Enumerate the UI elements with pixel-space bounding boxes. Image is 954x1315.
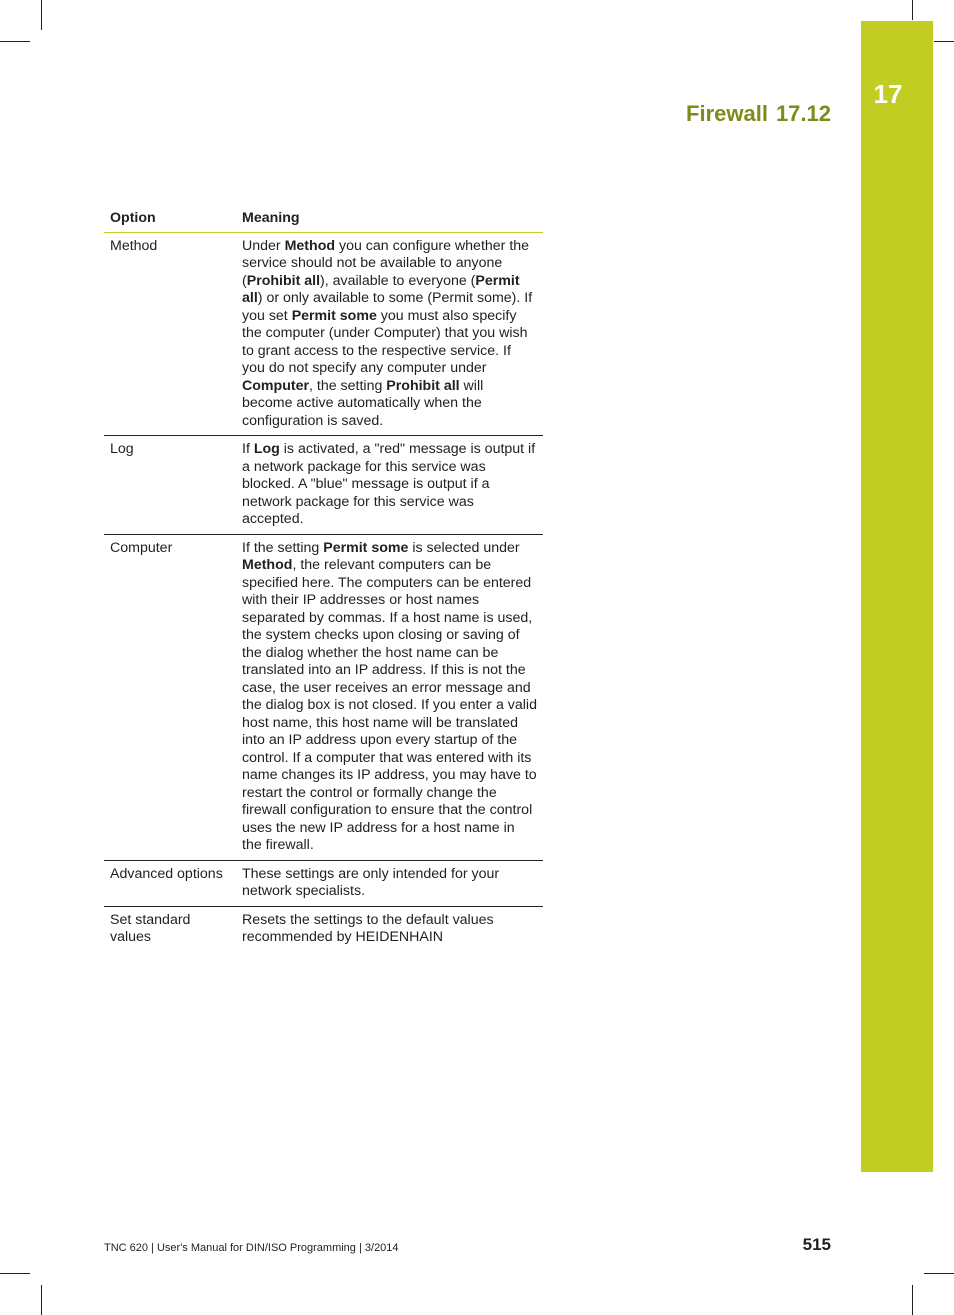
meaning-cell: Resets the settings to the default values recommended by HEIDENHAIN: [242, 911, 494, 945]
meaning-cell: These settings are only intended for your network specialists.: [242, 865, 500, 899]
column-header-option: Option: [104, 207, 236, 232]
crop-mark: [912, 0, 913, 20]
crop-mark: [934, 41, 954, 42]
chapter-number: 17: [873, 79, 903, 109]
bold-term: Permit all: [242, 272, 520, 306]
crop-mark: [0, 41, 30, 42]
page-number: 515: [802, 1235, 831, 1254]
bold-term: Method: [242, 557, 293, 573]
option-cell: Computer: [110, 539, 173, 556]
crop-mark: [41, 0, 42, 30]
option-cell: Set standard values: [110, 911, 191, 945]
options-table: [104, 207, 543, 952]
bold-term: Log: [253, 441, 280, 457]
meaning-cell: If the setting Permit some is selected under Method, the relevant computers can be specified here. The computers can be entered with their IP addresses or host names separated by commas. If a host name is used, the system checks upon closing or saving of the dialog whether the host name can be translated into an IP address. If this is not the case, the user receives an error message and the dialog box is not closed. If you enter a valid host name, this host name will be translated into an IP address upon every startup of the control. If a computer that was entered with its name changes its IP address, you may have to restart the control or formally change the firewall configuration to ensure that the control uses the new IP address for a host name in the firewall.: [242, 539, 537, 853]
footer-text: TNC 620 | User's Manual for DIN/ISO Programming | 3/2014: [104, 1242, 399, 1254]
crop-mark: [0, 1273, 30, 1274]
crop-mark: [912, 1285, 913, 1315]
bold-term: Computer: [242, 377, 309, 394]
option-cell: Method: [110, 237, 158, 254]
bold-term: Prohibit all: [246, 272, 321, 289]
bold-term: Method: [284, 237, 336, 254]
column-header-meaning: Meaning: [236, 207, 543, 232]
crop-mark: [41, 1285, 42, 1315]
table-row: [104, 860, 543, 906]
table-header-row: [104, 207, 543, 232]
table-row: [104, 906, 543, 952]
chapter-tab: [861, 21, 933, 1172]
bold-term: Permit some: [291, 307, 377, 324]
crop-mark: [924, 1273, 954, 1274]
option-cell: Advanced options: [110, 865, 223, 882]
meaning-cell: If Log is activated, a "red" message is output if a network package for this service was blocked. A "blue" message is output if a network package for this service was accepted.: [242, 441, 536, 527]
table-row: [104, 534, 543, 860]
option-cell: Log: [110, 441, 134, 457]
table-row: [104, 436, 543, 535]
bold-term: Permit some: [323, 539, 409, 556]
bold-term: Prohibit all: [386, 377, 460, 394]
table-row: [104, 232, 543, 436]
section-number: 17.12: [775, 101, 831, 126]
page-header: [686, 101, 831, 127]
meaning-cell: Under Method you can configure whether the service should not be available to anyone (Prohibit all), available to everyone (Permit all) or only available to some (Permit some). If you set Permit some you must also specify the computer (under Computer) that you wish to grant access to the respective service. If you do not specify any computer under Computer, the setting Prohibit all will become active automatically when the configuration is saved.: [242, 237, 533, 429]
section-title: Firewall: [686, 101, 768, 126]
